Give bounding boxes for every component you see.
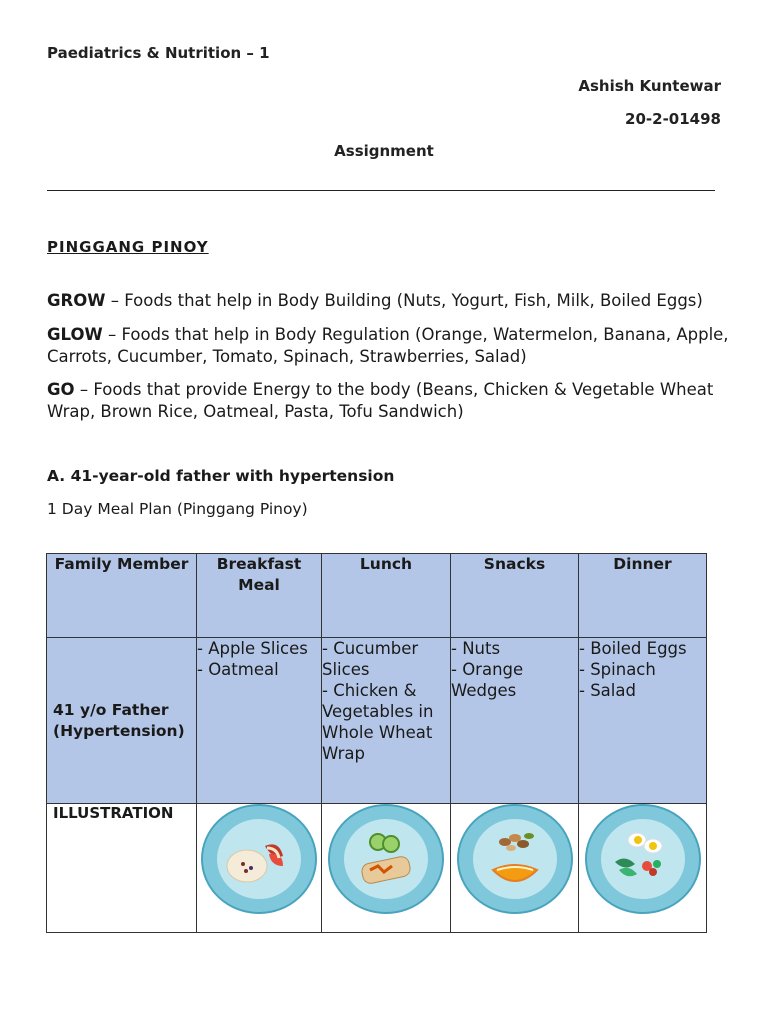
grow-text: – Foods that help in Body Building (Nuts, Yogurt, Fish, Milk, Boiled Eggs) <box>105 291 703 310</box>
header-lunch: Lunch <box>322 554 451 638</box>
list-item: - Orange Wedges <box>451 660 524 700</box>
breakfast-cell <box>197 638 322 804</box>
meal-row <box>47 638 707 804</box>
go-label: GO <box>47 380 75 399</box>
meal-plan-table <box>46 553 707 933</box>
assignment-title: Assignment <box>334 142 434 160</box>
glow-text: – Foods that help in Body Regulation (Orange, Watermelon, Banana, Apple, Carrots, Cucumber, Tomato, Spinach, Strawberries, Salad) <box>47 325 729 366</box>
table-header-row <box>47 554 707 638</box>
go-text: – Foods that provide Energy to the body (Beans, Chicken & Vegetable Wheat Wrap, Brown Rice, Oatmeal, Pasta, Tofu Sandwich) <box>47 380 714 421</box>
divider-line <box>47 190 715 191</box>
illustration-row <box>47 804 707 933</box>
grow-label: GROW <box>47 291 106 310</box>
grow-paragraph <box>47 290 737 312</box>
lunch-plate-icon <box>328 804 444 914</box>
dinner-plate-icon <box>585 804 701 914</box>
snacks-illustration-cell <box>451 804 579 933</box>
breakfast-plate-icon <box>201 804 317 914</box>
header-snacks: Snacks <box>451 554 579 638</box>
illustration-label: ILLUSTRATION <box>47 804 197 933</box>
lunch-illustration-cell <box>322 804 451 933</box>
student-id: 20-2-01498 <box>625 110 721 128</box>
case-title: A. 41-year-old father with hypertension <box>47 467 395 485</box>
list-item: - Cucumber Slices <box>322 639 419 679</box>
header-family-member: Family Member <box>47 554 197 638</box>
list-item: - Oatmeal <box>197 660 279 679</box>
course-title: Paediatrics & Nutrition – 1 <box>47 44 270 62</box>
lunch-cell <box>322 638 451 804</box>
list-item: - Chicken & Vegetables in Whole Wheat Wrap <box>322 681 434 763</box>
go-paragraph <box>47 379 737 423</box>
list-item: - Salad <box>579 681 636 700</box>
student-name: Ashish Kuntewar <box>578 77 721 95</box>
glow-paragraph <box>47 324 737 368</box>
header-breakfast: Breakfast Meal <box>197 554 322 638</box>
dinner-cell <box>579 638 707 804</box>
meal-plan-title: 1 Day Meal Plan (Pinggang Pinoy) <box>47 500 308 518</box>
breakfast-illustration-cell <box>197 804 322 933</box>
family-member-cell: 41 y/o Father (Hypertension) <box>47 638 197 804</box>
header-dinner: Dinner <box>579 554 707 638</box>
list-item: - Boiled Eggs <box>579 639 687 658</box>
list-item: - Apple Slices <box>197 639 308 658</box>
snacks-cell <box>451 638 579 804</box>
snacks-plate-icon <box>457 804 573 914</box>
list-item: - Nuts <box>451 639 501 658</box>
glow-label: GLOW <box>47 325 103 344</box>
dinner-illustration-cell <box>579 804 707 933</box>
list-item: - Spinach <box>579 660 656 679</box>
section-title: PINGGANG PINOY <box>47 238 209 256</box>
